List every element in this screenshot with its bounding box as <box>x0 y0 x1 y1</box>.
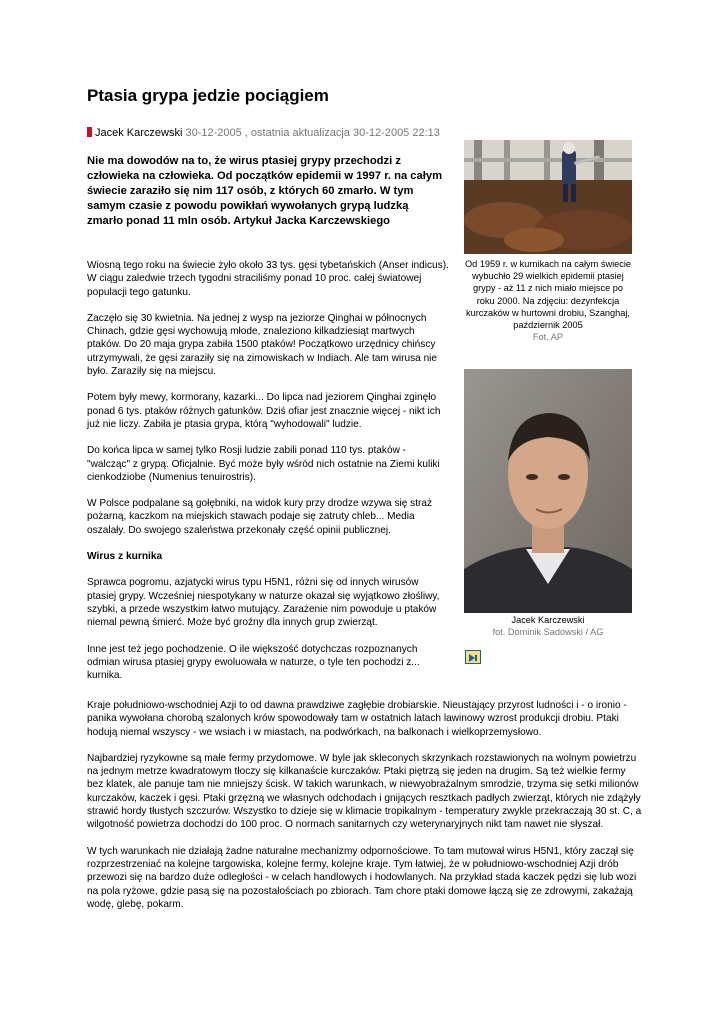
body-paragraph: W tych warunkach nie działają żadne naturalne mechanizmy odpornościowe. To tam mutował wirus H5N1, który zaczął się rozprzestrzeniać na kolejne targowiska, kolejne fermy, kolejne kraje. Tym łatwiej, że w południowo-wschodniej Azji drób przewozi się na bardzo duże odległości - w celach handlowych i hodowlanych. Na przykład stada kaczek pędzi się lub wozi na pola ryżowe, gdzie pasą się na pozostałościach po zbiorach. Tam chore ptaki domowe łączą się ze zdrowymi, zakażają wodę, glebę, pokarm. <box>87 845 637 910</box>
body-paragraph: Kraje południowo-wschodniej Azji to od dawna prawdziwe zagłębie drobiarskie. Nieustający przyrost ludności i - o ironio - panika wywołana chorobą szalonych krów spowodowały tam w ostatnich latach lawinowy wzrost produkcji drobiu. Ptaki hodują niemal wszyscy - we wsiach i w miastach, na podwórkach, na balkonach i wielkoprzemysłowo. <box>87 700 627 738</box>
author-portrait-illustration <box>464 369 632 613</box>
author-portrait-photo <box>464 369 632 613</box>
arrow-link-icon[interactable] <box>465 650 481 664</box>
body-paragraph: W Polsce podpalane są gołębniki, na widok kury przy drodze wzywa się straż pożarną, kaczkom na miejskich stawach podaje się zatruty chleb... Media oszalały. Do swojego szaleństwa przekonały część opinii publicznej. <box>87 498 433 536</box>
body-paragraph: Potem były mewy, kormorany, kazarki... Do lipca nad jeziorem Qinghai zginęło ponad 6 tys. ptaków różnych gatunków. Dziś ofiar jest znacznie więcej - nikt ich już nie liczy. Zabiła je ptasia grypa, którą "wyhodowali" ludzie. <box>87 392 441 430</box>
photo2-caption <box>464 614 632 638</box>
photo1-caption <box>464 258 632 343</box>
body-paragraph: Wiosną tego roku na świecie żyło około 33 tys. gęsi tybetańskich (Anser indicus). W ciągu zaledwie trzech tygodni straciliśmy ponad 10 proc. całej światowej populacji tego gatunku. <box>87 260 449 298</box>
photo2-caption-text: Jacek Karczewski <box>511 615 585 625</box>
article-title: Ptasia grypa jedzie pociągiem <box>87 86 329 105</box>
publish-date: 30-12-2005 , ostatnia aktualizacja 30-12-2005 22:13 <box>185 127 440 139</box>
photo2-credit: fot. Dominik Sadowski / AG <box>492 627 604 638</box>
body-paragraph: Zaczęło się 30 kwietnia. Na jednej z wysp na jeziorze Qinghai w północnych Chinach, gdzie gęsi wychowują młode, znaleziono kilkadziesiąt martwych ptaków. Do 20 maja grypa zabiła 1500 ptaków! Początkowo urzędnicy chińscy utrzymywali, że gęsi zaraziły się na zimowiskach w Indiach. Ale tam wirusa nie było. Zaraziły się na miejscu. <box>87 312 438 378</box>
arrow-link-glyph <box>466 652 480 664</box>
photo1-caption-text: Od 1959 r. w kurnikach na całym świecie wybuchło 29 wielkich epidemii ptasiej grypy - aż 11 z nich miało miejsce po roku 2000. Na zdjęciu: dezynfekcja kurczaków w hurtowni drobiu, Szanghaj, październik 2005 <box>465 259 631 331</box>
body-paragraph: Najbardziej ryzykowne są małe fermy przydomowe. W byle jak skleconych skrzynkach rozstawionych na wolnym powietrzu na jednym metrze kwadratowym tłoczy się kilkanaście kurczaków. Ptaki piętrzą się jeden na drugim. Są też wielkie fermy bez klatek, ale panuje tam nie mniejszy ścisk. W takich warunkach, w niewyobrażalnym smrodzie, trzyma się setki milionów kurczaków, kaczek i gęsi. Ptaki grzęzną we własnych odchodach i gnijących resztkach padłych zwierząt, których nie zdążyły strawić hordy tłustych szczurów. Wszystko to dzieje się w klimacie tropikalnym - temperatury zwykle przekraczają 30 st. C, a wilgotność powietrza dochodzi do 100 proc. O normach sanitarnych czy weterynaryjnych nikt tam nawet nie słyszał. <box>87 752 642 831</box>
article-lead: Nie ma dowodów na to, że wirus ptasiej grypy przechodzi z człowieka na człowieka. Od początków epidemii w 1997 r. na całym świecie zaraziło się nim 117 osób, z których 60 zmarło. W tym samym czasie z powodu powikłań wywołanych grypą ludzką zmarło ponad 11 mln osób. Artykuł Jacka Karczewskiego <box>87 155 443 227</box>
poultry-disinfection-photo <box>464 140 632 254</box>
section-subheading: Wirus z kurnika <box>87 551 163 563</box>
photo1-credit: Fot. AP <box>532 332 564 343</box>
byline <box>87 127 440 139</box>
byline-marker-icon <box>87 127 92 137</box>
article-body <box>87 259 449 695</box>
article-body-wide <box>87 699 643 924</box>
body-paragraph: Inne jest też jego pochodzenie. O ile większość dotychczas rozpoznanych odmian wirusa ptasiej grypy ewoluowała w naturze, o tyle ten pochodzi z... kurnika. <box>87 643 420 682</box>
body-paragraph: Do końca lipca w samej tylko Rosji ludzie zabili ponad 110 tys. ptaków - "walcząc" z grypą. Oficjalnie. Być może były wśród nich ostatnie na Ziemi kuliki cienkodziobe (Numenius tenuirostris). <box>87 445 440 483</box>
body-paragraph: Sprawca pogromu, azjatycki wirus typu H5N1, różni się od innych wirusów ptasiej grypy. Wcześniej niespotykany w naturze okazał się wyjątkowo złośliwy, szybki, a przede wszystkim łatwo mutujący. Zarażenie nim powoduje u ptaków niemal pewną śmierć. Może być groźny dla innych grup zwierząt. <box>87 577 440 629</box>
author-name: Jacek Karczewski <box>95 127 183 139</box>
poultry-photo-illustration <box>464 140 632 254</box>
